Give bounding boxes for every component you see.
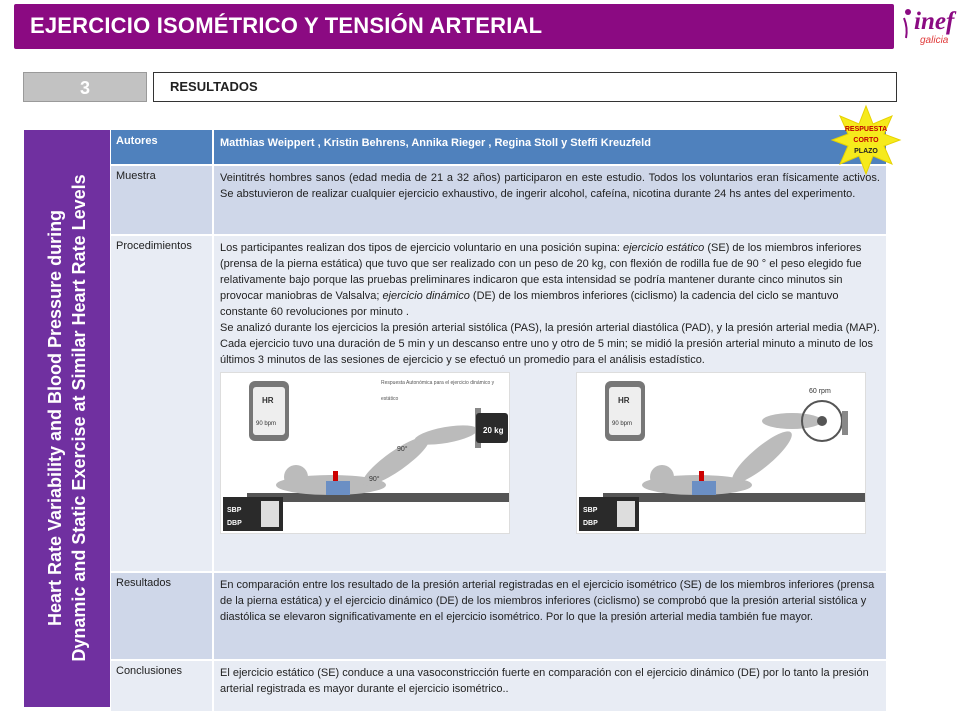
badge-line3: PLAZO — [854, 148, 878, 155]
page-title: EJERCICIO ISOMÉTRICO Y TENSIÓN ARTERIAL — [30, 13, 543, 38]
weight-label: 20 kg — [483, 426, 504, 435]
proc-text-b: (SE) de los miembros inferiores (prensa de la pierna estática) que tuvo que ser realizado con un peso de 20 kg, con flexión de rodilla fue de 90 ° el peso elegido fue relativamente bajo porque las pruebas preliminares indicaron que esta intensidad se podría mantener durante cinco minutos sin provocar maniobras de Valsalva; — [220, 242, 862, 302]
hr-label-2: HR — [618, 396, 630, 405]
proc-em-estatico: ejercicio estático — [622, 242, 705, 254]
study-table — [111, 130, 886, 713]
procedimientos-label: Procedimientos — [111, 236, 214, 571]
procedimientos-value — [214, 236, 886, 571]
bp-device-icon — [692, 481, 716, 495]
figure-dynamic-exercise — [576, 372, 866, 534]
badge-line2: CORTO — [853, 137, 879, 144]
dbp-label: DBP — [227, 520, 242, 527]
conclusiones-value: El ejercicio estático (SE) conduce a una vasoconstricción fuerte en comparación con el ejercicio dinámico (DE) por lo tanto la presión arterial registrada es mayor durante el ejercicio isométrico.. — [220, 667, 869, 695]
proc-text-a: Los participantes realizan dos tipos de ejercicio voluntario en una posición supina: — [220, 242, 623, 254]
resultados-label: Resultados — [111, 573, 214, 659]
autores-value — [214, 130, 886, 164]
table-row-conclusiones — [111, 661, 886, 713]
muestra-label: Muestra — [111, 166, 214, 234]
rpm-label: 60 rpm — [809, 388, 831, 395]
sbp-label-2: SBP — [583, 507, 598, 514]
proc-text-c: (DE) de los miembros inferiores (ciclismo) la cadencia del ciclo se mantuvo constante 60 revoluciones por minuto . — [220, 290, 839, 318]
badge-line1: RESPUESTA — [844, 126, 888, 133]
figures-area — [220, 372, 880, 537]
section-number: 3 — [23, 72, 147, 102]
table-row-autores — [111, 130, 886, 166]
autores-label: Autores — [111, 130, 214, 164]
proc-em-dinamico: ejercicio dinámico — [382, 290, 470, 302]
sbp-label: SBP — [227, 507, 242, 514]
response-badge — [830, 104, 902, 176]
side-title-panel — [24, 130, 110, 707]
autores-text: Matthias Weippert , Kristin Behrens, Annika Rieger , Regina Stoll y Steffi Kreuzfeld — [220, 137, 651, 149]
head-icon — [650, 465, 674, 489]
dynamic-exercise-illustration — [577, 373, 865, 533]
ergometer-frame-icon — [842, 411, 848, 435]
section-title: RESULTADOS — [153, 72, 897, 102]
hr-value-2: 90 bpm — [612, 421, 633, 427]
side-title-line1: Heart Rate Variability and Blood Pressure during — [45, 209, 65, 627]
muestra-value: Veintitrés hombres sanos (edad media de 21 a 32 años) participaron en este estudio. Todos los voluntarios eran físicamente activos. Se abstuvieron de realizar cualquier ejercicio exhaustivo, de ingerir alcohol, cafeína, nicotina durante 24 hs antes del experimento. — [220, 172, 880, 200]
thigh-icon — [726, 425, 797, 489]
side-title-line2: Dynamic and Static Exercise at Similar Heart Rate Levels — [69, 174, 89, 662]
inef-logo — [900, 4, 958, 56]
hr-value: 90 bpm — [256, 421, 277, 427]
logo-subtext: galicia — [920, 35, 949, 46]
figure-caption: Respuesta Autonómica para el ejercicio dinámico y estático — [381, 380, 495, 402]
angle-label-1: 90° — [397, 446, 408, 453]
hr-label: HR — [262, 396, 274, 405]
procedimientos-p1 — [220, 240, 880, 320]
table-row-resultados — [111, 573, 886, 661]
conclusiones-label: Conclusiones — [111, 661, 214, 711]
resultados-value: En comparación entre los resultado de la presión arterial registradas en el ejercicio isométrico (SE) de los miembros inferiores (prensa de la pierna estática) y el ejercicio dinámico (DE) de los miembros inferiores (ciclismo) se comprobó que la presión arterial sistólica y diastólica se elevaron significativamente en el ejercicio isométrico. Por lo que la presión arterial media también fue mayor. — [220, 579, 875, 623]
bench-icon — [247, 493, 509, 502]
logo-text: inef — [914, 8, 955, 35]
procedimientos-p2: Se analizó durante los ejercicios la presión arterial sistólica (PAS), la presión arterial diastólica (PAD), y la presión arterial media (MAP). Cada ejercicio tuvo una duración de 5 min y un descanso entre uno y otro de 5 min; se midió la presión arterial minuto a minuto de los últimos 3 minutos de las sesiones de ejercicio y se efectuó un promedio para el análisis estadístico. — [220, 322, 880, 366]
shin-icon — [762, 413, 822, 429]
bench-icon — [603, 493, 865, 502]
dbp-label-2: DBP — [583, 520, 598, 527]
head-icon — [284, 465, 308, 489]
side-title — [43, 174, 91, 661]
header-bar — [14, 4, 894, 49]
bp-device-icon — [326, 481, 350, 495]
figure-static-exercise — [220, 372, 510, 534]
angle-label-2: 90° — [369, 476, 380, 483]
table-row-procedimientos — [111, 236, 886, 573]
table-row-muestra — [111, 166, 886, 236]
